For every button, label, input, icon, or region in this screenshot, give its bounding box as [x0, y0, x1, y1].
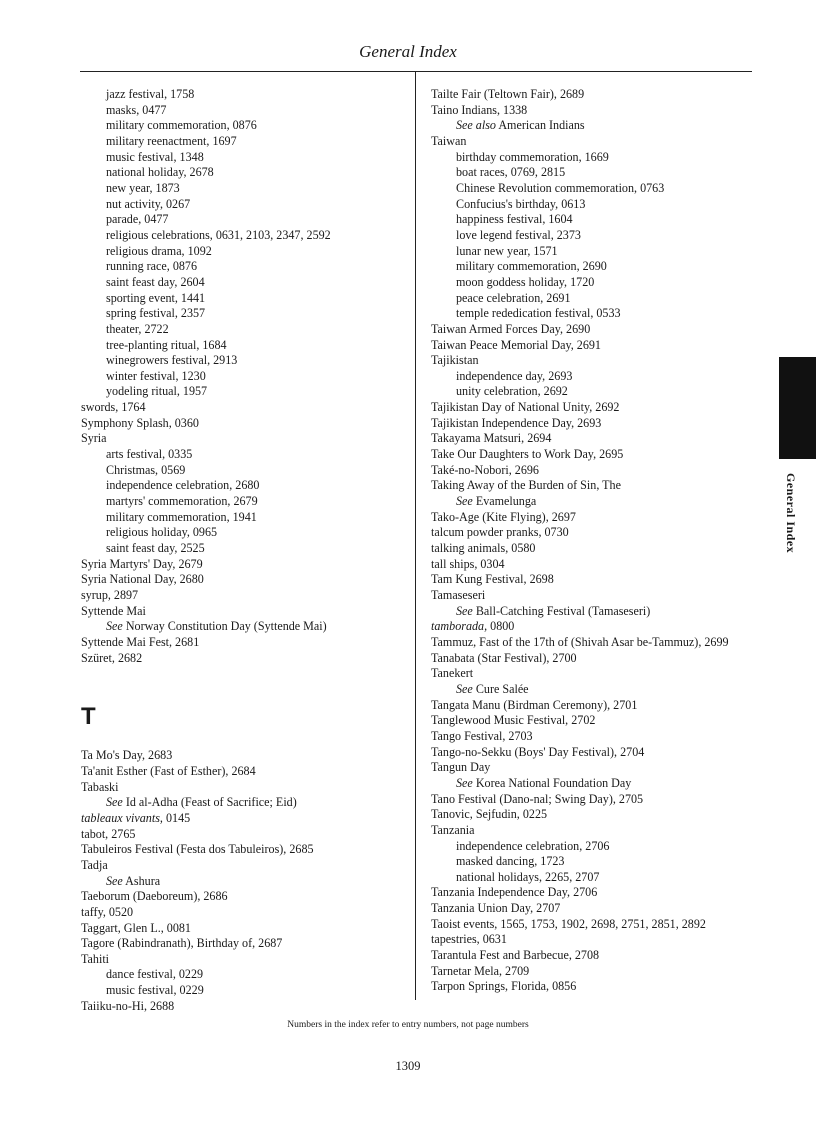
- entry-text: syrup, 2897: [81, 588, 139, 602]
- entry-text: Id al-Adha (Feast of Sacrifice; Eid): [125, 795, 297, 810]
- entry-text: arts festival, 0335: [106, 447, 193, 462]
- entry-text: winter festival, 1230: [106, 368, 206, 383]
- index-entry: [431, 416, 771, 432]
- entry-text: masks, 0477: [106, 102, 167, 117]
- footnote: Numbers in the index refer to entry numbers, not page numbers: [287, 1020, 529, 1030]
- index-entry: [81, 764, 411, 780]
- entry-text: music festival, 1348: [106, 149, 204, 164]
- index-entry: [81, 244, 411, 260]
- entry-text: Tano Festival (Dano-nal; Swing Day), 2705: [431, 791, 644, 806]
- entry-text: military commemoration, 1941: [106, 509, 257, 524]
- index-entry: [81, 400, 411, 416]
- entry-text: Take Our Daughters to Work Day, 2695: [431, 447, 624, 462]
- entry-text: new year, 1873: [106, 180, 180, 195]
- entry-text: Tarnetar Mela, 2709: [431, 963, 530, 978]
- entry-text: Tanzania: [431, 822, 475, 837]
- entry-text: tapestries, 0631: [431, 932, 507, 947]
- entry-text: lunar new year, 1571: [456, 243, 558, 258]
- index-entry: [81, 811, 411, 827]
- entry-text: Tako-Age (Kite Flying), 2697: [431, 509, 576, 524]
- index-entry: [81, 936, 411, 952]
- see-reference-label: See: [456, 603, 473, 618]
- index-entry: [431, 698, 771, 714]
- entry-text: Tango Festival, 2703: [431, 728, 533, 743]
- page-number: 1309: [395, 1059, 421, 1073]
- index-entry: [431, 604, 771, 620]
- entry-text: Taeborum (Daeboreum), 2686: [81, 889, 228, 904]
- index-entry: [81, 150, 411, 166]
- entry-text: national holiday, 2678: [106, 165, 214, 180]
- entry-text: Szüret, 2682: [81, 650, 143, 665]
- index-entry: [81, 651, 411, 667]
- index-entry: [81, 275, 411, 291]
- entry-text: Christmas, 0569: [106, 462, 186, 477]
- index-entry: [81, 431, 411, 447]
- entry-text: Ta'anit Esther (Fast of Esther), 2684: [81, 763, 256, 778]
- index-entry: [431, 572, 771, 588]
- index-entry: [431, 447, 771, 463]
- entry-text: Tangun Day: [431, 760, 491, 775]
- entry-text: Symphony Splash, 0360: [81, 415, 199, 430]
- left-entries-t: [81, 748, 411, 1014]
- index-entry: [431, 729, 771, 745]
- index-entry: [431, 917, 771, 933]
- index-entry: [81, 181, 411, 197]
- entry-text: American Indians: [498, 118, 585, 133]
- entry-text: Tanzania Independence Day, 2706: [431, 885, 598, 900]
- entry-text: Taiwan: [431, 133, 467, 148]
- see-reference-label: See: [106, 873, 123, 888]
- entry-text: military commemoration, 2690: [456, 259, 607, 274]
- entry-text: religious celebrations, 0631, 2103, 2347, 2592: [106, 227, 331, 242]
- entry-text: Tagore (Rabindranath), Birthday of, 2687: [81, 936, 283, 951]
- entry-text: Tajikistan: [431, 353, 479, 368]
- index-entry: [81, 322, 411, 338]
- entry-text: Syttende Mai Fest, 2681: [81, 634, 200, 649]
- index-entry: [81, 228, 411, 244]
- entry-text: Taggart, Glen L., 0081: [81, 920, 191, 935]
- entry-text: independence celebration, 2706: [456, 838, 610, 853]
- italic-term: tableaux vivants,: [81, 810, 163, 825]
- right-column: [431, 87, 771, 995]
- entry-text: love legend festival, 2373: [456, 227, 581, 242]
- index-entry: [431, 651, 771, 667]
- entry-text: Také-no-Nobori, 2696: [431, 462, 539, 477]
- index-entry: [431, 901, 771, 917]
- entry-text: Tabaski: [81, 779, 119, 794]
- entry-text: Taking Away of the Burden of Sin, The: [431, 478, 621, 493]
- entry-text: boat races, 0769, 2815: [456, 165, 566, 180]
- entry-text: Tammuz, Fast of the 17th of (Shivah Asar be-Tammuz), 2699: [431, 634, 729, 649]
- index-entry: [81, 780, 411, 796]
- see-reference-label: See: [456, 494, 473, 509]
- index-entry: [431, 228, 771, 244]
- index-entry: [431, 885, 771, 901]
- entry-text: jazz festival, 1758: [106, 87, 195, 101]
- index-entry: [431, 979, 771, 995]
- index-entry: [81, 478, 411, 494]
- column-divider: [415, 72, 416, 1000]
- entry-text: Taino Indians, 1338: [431, 102, 528, 117]
- index-entry: [81, 525, 411, 541]
- index-entry: [431, 510, 771, 526]
- entry-text: Tajikistan Day of National Unity, 2692: [431, 400, 620, 415]
- index-entry: [431, 823, 771, 839]
- entry-text: birthday commemoration, 1669: [456, 149, 609, 164]
- index-entry: [431, 525, 771, 541]
- entry-text: saint feast day, 2604: [106, 274, 205, 289]
- index-entry: [431, 212, 771, 228]
- entry-text: 0145: [165, 810, 191, 825]
- index-entry: [431, 291, 771, 307]
- see-reference-label: See also: [456, 118, 496, 133]
- index-entry: [431, 948, 771, 964]
- index-entry: [431, 588, 771, 604]
- entry-text: swords, 1764: [81, 400, 146, 415]
- index-entry: [81, 983, 411, 999]
- entry-text: religious holiday, 0965: [106, 525, 218, 540]
- index-entry: [431, 322, 771, 338]
- entry-text: Cure Salée: [475, 681, 529, 696]
- index-entry: [431, 854, 771, 870]
- index-entry: [431, 134, 771, 150]
- entry-text: Taiwan Armed Forces Day, 2690: [431, 321, 591, 336]
- index-entry: [81, 874, 411, 890]
- entry-text: talcum powder pranks, 0730: [431, 525, 569, 540]
- entry-text: tall ships, 0304: [431, 556, 505, 571]
- index-entry: [431, 400, 771, 416]
- entry-text: Takayama Matsuri, 2694: [431, 431, 552, 446]
- index-entry: [81, 510, 411, 526]
- thumb-tab: [779, 357, 816, 459]
- index-entry: [431, 259, 771, 275]
- index-entry: [81, 306, 411, 322]
- index-entry: [431, 932, 771, 948]
- entry-text: yodeling ritual, 1957: [106, 384, 208, 399]
- index-entry: [431, 635, 771, 651]
- entry-text: Syria: [81, 431, 107, 446]
- left-entries: [81, 87, 411, 666]
- entry-text: Tajikistan Independence Day, 2693: [431, 415, 602, 430]
- index-entry: [81, 557, 411, 573]
- entry-text: tree-planting ritual, 1684: [106, 337, 227, 352]
- entry-text: tabot, 2765: [81, 826, 136, 841]
- index-entry: [81, 921, 411, 937]
- index-entry: [431, 760, 771, 776]
- index-entry: [431, 165, 771, 181]
- index-entry: [431, 776, 771, 792]
- index-entry: [431, 275, 771, 291]
- entry-text: religious drama, 1092: [106, 243, 212, 258]
- entry-text: Tanglewood Music Festival, 2702: [431, 713, 596, 728]
- entry-text: nut activity, 0267: [106, 196, 191, 211]
- index-entry: [81, 858, 411, 874]
- entry-text: Tailte Fair (Teltown Fair), 2689: [431, 87, 585, 101]
- index-entry: [431, 557, 771, 573]
- entry-text: temple rededication festival, 0533: [456, 306, 621, 321]
- entry-text: Ta Mo's Day, 2683: [81, 748, 173, 763]
- index-entry: [431, 541, 771, 557]
- index-entry: [81, 165, 411, 181]
- entry-text: Chinese Revolution commemoration, 0763: [456, 180, 665, 195]
- entry-text: Tamaseseri: [431, 588, 486, 602]
- entry-text: winegrowers festival, 2913: [106, 353, 238, 368]
- entry-text: Tanabata (Star Festival), 2700: [431, 650, 577, 665]
- entry-text: Korea National Foundation Day: [475, 775, 632, 790]
- see-reference-label: See: [456, 775, 473, 790]
- index-entry: [81, 353, 411, 369]
- see-reference-label: See: [106, 795, 123, 810]
- entry-text: peace celebration, 2691: [456, 290, 571, 305]
- index-entry: [431, 118, 771, 134]
- index-entry: [81, 212, 411, 228]
- index-entry: [431, 197, 771, 213]
- entry-text: Tarantula Fest and Barbecue, 2708: [431, 948, 600, 963]
- index-entry: [81, 369, 411, 385]
- index-entry: [431, 666, 771, 682]
- entry-text: Tanekert: [431, 666, 474, 681]
- entry-text: Norway Constitution Day (Syttende Mai): [125, 619, 327, 634]
- index-entry: [81, 291, 411, 307]
- index-entry: [81, 197, 411, 213]
- left-column: [81, 87, 411, 1014]
- index-entry: [81, 134, 411, 150]
- entry-text: unity celebration, 2692: [456, 384, 568, 399]
- index-entry: [81, 748, 411, 764]
- index-entry: [81, 572, 411, 588]
- entry-text: parade, 0477: [106, 212, 169, 227]
- entry-text: Tanzania Union Day, 2707: [431, 901, 561, 916]
- index-entry: [431, 338, 771, 354]
- entry-text: Tadja: [81, 857, 108, 872]
- entry-text: Ball-Catching Festival (Tamaseseri): [475, 603, 651, 618]
- entry-text: sporting event, 1441: [106, 290, 206, 305]
- entry-text: talking animals, 0580: [431, 541, 536, 556]
- entry-text: Tabuleiros Festival (Festa dos Tabuleiros), 2685: [81, 842, 314, 857]
- index-entry: [81, 463, 411, 479]
- index-entry: [81, 118, 411, 134]
- index-entry: [81, 447, 411, 463]
- entry-text: Ashura: [125, 873, 161, 888]
- entry-text: martyrs' commemoration, 2679: [106, 494, 258, 509]
- index-entry: [81, 619, 411, 635]
- entry-text: happiness festival, 1604: [456, 212, 573, 227]
- entry-text: Tarpon Springs, Florida, 0856: [431, 979, 577, 994]
- index-entry: [81, 103, 411, 119]
- index-entry: [431, 870, 771, 886]
- index-entry: [81, 588, 411, 604]
- index-entry: [81, 999, 411, 1015]
- see-reference-label: See: [106, 619, 123, 634]
- entry-text: spring festival, 2357: [106, 306, 206, 321]
- index-entry: [431, 745, 771, 761]
- index-entry: [81, 604, 411, 620]
- index-entry: [431, 807, 771, 823]
- see-reference-label: See: [456, 681, 473, 696]
- entry-text: Syria National Day, 2680: [81, 572, 204, 587]
- entry-text: Evamelunga: [475, 494, 537, 509]
- index-entry: [431, 478, 771, 494]
- index-entry: [431, 682, 771, 698]
- side-tab-label: General Index: [784, 473, 798, 554]
- index-entry: [81, 259, 411, 275]
- index-entry: [81, 416, 411, 432]
- entry-text: Syttende Mai: [81, 603, 146, 618]
- index-entry: [81, 827, 411, 843]
- index-entry: [81, 635, 411, 651]
- entry-text: Tanovic, Sejfudin, 0225: [431, 807, 548, 822]
- entry-text: Taoist events, 1565, 1753, 1902, 2698, 2751, 2851, 2892: [431, 916, 706, 931]
- entry-text: Tahiti: [81, 951, 110, 966]
- entry-text: military commemoration, 0876: [106, 118, 257, 133]
- index-entry: [81, 87, 411, 103]
- italic-term: tamborada,: [431, 619, 488, 634]
- right-entries: [431, 87, 771, 995]
- entry-text: Syria Martyrs' Day, 2679: [81, 556, 203, 571]
- entry-text: Taiwan Peace Memorial Day, 2691: [431, 337, 601, 352]
- index-entry: [81, 541, 411, 557]
- index-entry: [431, 181, 771, 197]
- index-entry: [431, 384, 771, 400]
- entry-text: independence celebration, 2680: [106, 478, 260, 493]
- index-entry: [81, 494, 411, 510]
- index-entry: [81, 967, 411, 983]
- index-entry: [81, 384, 411, 400]
- entry-text: moon goddess holiday, 1720: [456, 274, 595, 289]
- entry-text: running race, 0876: [106, 259, 198, 274]
- entry-text: Tangata Manu (Birdman Ceremony), 2701: [431, 697, 638, 712]
- entry-text: independence day, 2693: [456, 368, 573, 383]
- index-entry: [81, 952, 411, 968]
- index-entry: [431, 839, 771, 855]
- entry-text: music festival, 0229: [106, 983, 204, 998]
- entry-text: Tam Kung Festival, 2698: [431, 572, 554, 587]
- index-entry: [431, 103, 771, 119]
- entry-text: Taiiku-no-Hi, 2688: [81, 998, 175, 1013]
- index-entry: [431, 494, 771, 510]
- index-entry: [431, 964, 771, 980]
- index-entry: [431, 619, 771, 635]
- index-entry: [431, 87, 771, 103]
- running-header: General Index: [359, 42, 457, 61]
- index-entry: [81, 842, 411, 858]
- index-entry: [81, 905, 411, 921]
- index-entry: [431, 369, 771, 385]
- entry-text: Tango-no-Sekku (Boys' Day Festival), 2704: [431, 744, 645, 759]
- index-entry: [431, 463, 771, 479]
- index-entry: [81, 889, 411, 905]
- index-entry: [81, 338, 411, 354]
- entry-text: taffy, 0520: [81, 904, 134, 919]
- entry-text: theater, 2722: [106, 321, 169, 336]
- index-entry: [431, 244, 771, 260]
- entry-text: national holidays, 2265, 2707: [456, 869, 600, 884]
- entry-text: Confucius's birthday, 0613: [456, 196, 586, 211]
- entry-text: masked dancing, 1723: [456, 854, 565, 869]
- index-entry: [431, 431, 771, 447]
- index-entry: [431, 713, 771, 729]
- entry-text: dance festival, 0229: [106, 967, 204, 982]
- index-entry: [431, 306, 771, 322]
- index-entry: [431, 792, 771, 808]
- entry-text: 0800: [490, 619, 515, 634]
- index-entry: [431, 353, 771, 369]
- index-entry: [431, 150, 771, 166]
- entry-text: saint feast day, 2525: [106, 541, 205, 556]
- section-letter: T: [81, 703, 96, 731]
- entry-text: military reenactment, 1697: [106, 133, 237, 148]
- header-rule: [80, 71, 752, 72]
- index-entry: [81, 795, 411, 811]
